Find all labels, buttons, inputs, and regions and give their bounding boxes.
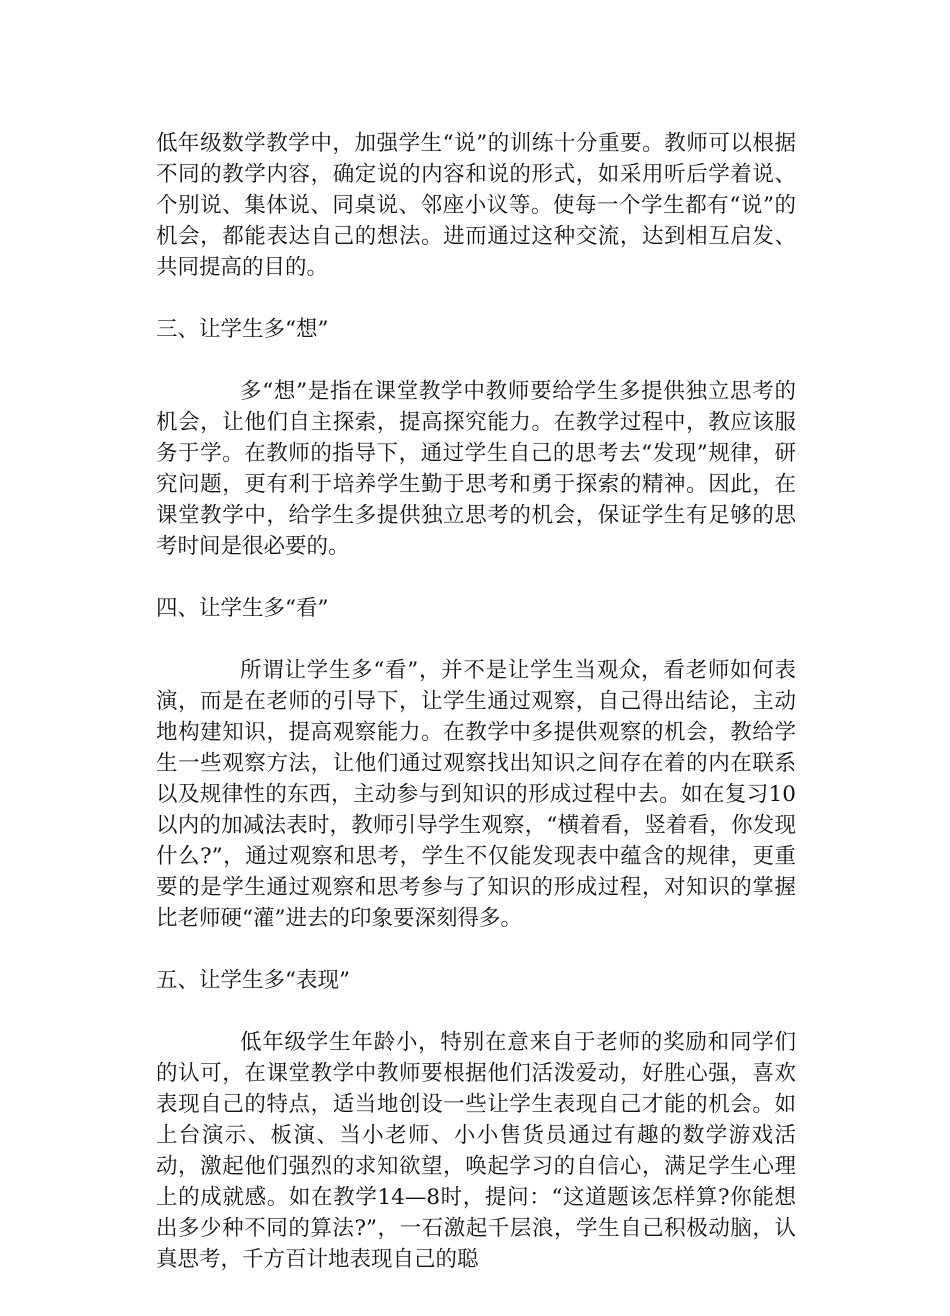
paragraph-spacer (156, 624, 796, 655)
section-heading-perform: 五、让学生多“表现” (156, 968, 350, 993)
paragraph-spacer (156, 934, 796, 965)
paragraph-spacer (156, 283, 796, 314)
paragraph-perform: 低年级学生年龄小，特别在意来自于老师的奖励和同学们的认可，在课堂教学中教师要根据他们活泼爱动，好胜心强，喜欢表现自己的特点，适当地创设一些让学生表现自己才能的机会。如上台演示、板演、当小老师、小小售货员通过有趣的数学游戏活动，激起他们强烈的求知欲望，唤起学习的自信心，满足学生心理上的成就感。如在教学14—8时，提问：“这道题该怎样算?你能想出多少种不同的算法?”，一石激起千层浪，学生自己积极动脑，认真思考，千方百计地表现自己的聪 (156, 1030, 796, 1272)
paragraph-look: 所谓让学生多“看”，并不是让学生当观众，看老师如何表演，而是在老师的引导下，让学生通过观察，自己得出结论，主动地构建知识，提高观察能力。在教学中多提供观察的机会，教给学生一些观察方法，让他们通过观察找出知识之间存在着的内在联系以及规律性的东西，主动参与到知识的形成过程中去。如在复习10以内的加减法表时，教师引导学生观察，“横着看，竖着看，你发现什么?”，通过观察和思考，学生不仅能发现表中蕴含的规律，更重要的是学生通过观察和思考参与了知识的形成过程，对知识的掌握比老师硬“灌”进去的印象要深刻得多。 (156, 658, 796, 931)
paragraph-think: 多“想”是指在课堂教学中教师要给学生多提供独立思考的机会，让他们自主探索，提高探究能力。在教学过程中，教应该服务于学。在教师的指导下，通过学生自己的思考去“发现”规律，研究问题，更有利于培养学生勤于思考和勇于探索的精神。因此，在课堂教学中，给学生多提供独立思考的机会，保证学生有足够的思考时间是很必要的。 (156, 379, 796, 559)
document-body (156, 128, 796, 1275)
section-heading-look: 四、让学生多“看” (156, 596, 329, 621)
paragraph-spacer (156, 345, 796, 376)
paragraph-spacer (156, 562, 796, 593)
section-heading-think: 三、让学生多“想” (156, 317, 329, 342)
paragraph-spacer (156, 996, 796, 1027)
paragraph-speaking: 低年级数学教学中，加强学生“说”的训练十分重要。教师可以根据不同的教学内容，确定说的内容和说的形式，如采用听后学着说、个别说、集体说、同桌说、邻座小议等。使每一个学生都有“说”的机会，都能表达自己的想法。进而通过这种交流，达到相互启发、共同提高的目的。 (156, 131, 796, 280)
